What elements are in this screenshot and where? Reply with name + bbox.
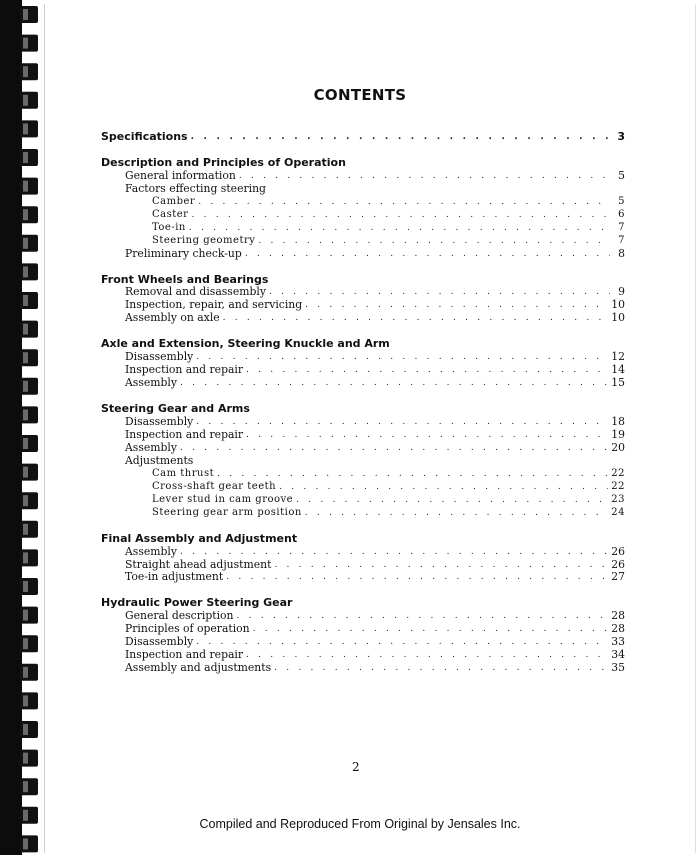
toc-entry bbox=[101, 235, 625, 248]
binding-tooth bbox=[20, 835, 38, 852]
binding-tooth-highlight bbox=[23, 152, 28, 163]
binding-tooth bbox=[20, 378, 38, 395]
binding-tooth bbox=[20, 63, 38, 80]
toc-entry bbox=[101, 209, 625, 222]
entry-page: 12 bbox=[611, 350, 625, 364]
binding-tooth bbox=[20, 206, 38, 223]
toc-entry bbox=[101, 546, 625, 559]
dot-leader bbox=[180, 442, 608, 455]
binding-tooth bbox=[20, 492, 38, 509]
toc-section bbox=[101, 131, 625, 144]
dot-leader bbox=[246, 364, 608, 377]
binding-tooth-highlight bbox=[23, 123, 28, 134]
entry-label: General description bbox=[125, 609, 234, 623]
entry-page: 26 bbox=[611, 544, 625, 558]
section-heading: Hydraulic Power Steering Gear bbox=[101, 596, 293, 610]
binding-tooth bbox=[20, 664, 38, 681]
entry-label: Inspection and repair bbox=[125, 428, 244, 442]
dot-leader bbox=[296, 494, 608, 507]
section-heading: Description and Principles of Operation bbox=[101, 155, 346, 169]
dot-leader bbox=[189, 222, 610, 235]
toc-entry bbox=[101, 248, 625, 261]
toc-entry bbox=[101, 481, 625, 494]
toc-entry bbox=[101, 377, 625, 390]
entry-label: Assembly and adjustments bbox=[125, 661, 272, 675]
entry-label: Factors effecting steering bbox=[125, 181, 266, 195]
toc-entry bbox=[101, 494, 625, 507]
binding-tooth bbox=[20, 349, 38, 366]
dot-leader bbox=[245, 248, 610, 261]
entry-page: 10 bbox=[611, 298, 625, 312]
entry-label: Assembly bbox=[125, 440, 177, 454]
entry-label: General information bbox=[125, 168, 236, 182]
binding-tooth bbox=[20, 435, 38, 452]
page-number: 2 bbox=[352, 760, 360, 774]
toc-entry bbox=[101, 429, 625, 442]
binding-tooth-highlight bbox=[23, 838, 28, 849]
entry-label: Cam thrust bbox=[152, 467, 215, 479]
entry-page: 28 bbox=[611, 622, 625, 636]
binding-tooth bbox=[20, 721, 38, 738]
binding-tooth bbox=[20, 521, 38, 538]
page-title: CONTENTS bbox=[313, 86, 407, 104]
entry-page: 18 bbox=[611, 415, 625, 429]
entry-page: 34 bbox=[611, 648, 625, 662]
binding-tooth-highlight bbox=[23, 467, 28, 478]
entry-page: 28 bbox=[611, 609, 625, 623]
binding-tooth bbox=[20, 549, 38, 566]
entry-label: Lever stud in cam groove bbox=[152, 493, 294, 505]
entry-page: 19 bbox=[611, 428, 625, 442]
entry-page: 14 bbox=[611, 363, 625, 377]
entry-page: 26 bbox=[611, 557, 625, 571]
binding-tooth-highlight bbox=[23, 638, 28, 649]
entry-label: Inspection and repair bbox=[125, 648, 244, 662]
binding-tooth bbox=[20, 263, 38, 280]
dot-leader bbox=[274, 559, 608, 572]
entry-page: 5 bbox=[618, 195, 625, 207]
binding-tooth bbox=[20, 149, 38, 166]
toc-section bbox=[101, 596, 625, 675]
binding-tooth bbox=[20, 6, 38, 23]
dot-leader bbox=[246, 429, 608, 442]
entry-page: 24 bbox=[611, 506, 625, 518]
dot-leader bbox=[180, 546, 608, 559]
entry-label: Straight ahead adjustment bbox=[125, 557, 272, 571]
entry-label: Disassembly bbox=[125, 635, 194, 649]
section-heading: Final Assembly and Adjustment bbox=[101, 531, 298, 545]
binding-tooth bbox=[20, 750, 38, 767]
binding-tooth bbox=[20, 406, 38, 423]
binding-tooth bbox=[20, 178, 38, 195]
dot-leader bbox=[191, 131, 610, 144]
entry-label: Cross-shaft gear teeth bbox=[152, 480, 277, 492]
toc-section bbox=[101, 273, 625, 326]
entry-label: Specifications bbox=[101, 129, 188, 143]
toc-section bbox=[101, 156, 625, 261]
entry-label: Camber bbox=[152, 195, 196, 207]
entry-label: Removal and disassembly bbox=[125, 285, 266, 299]
table-of-contents bbox=[101, 131, 625, 687]
entry-label: Assembly bbox=[125, 376, 177, 390]
entry-label: Steering gear arm position bbox=[152, 506, 302, 518]
entry-label: Disassembly bbox=[125, 350, 194, 364]
section-heading: Steering Gear and Arms bbox=[101, 402, 250, 416]
section-heading: Front Wheels and Bearings bbox=[101, 272, 269, 286]
binding-tooth-highlight bbox=[23, 295, 28, 306]
dot-leader bbox=[217, 468, 608, 481]
dot-leader bbox=[237, 610, 609, 623]
entry-label: Caster bbox=[152, 208, 189, 220]
binding-tooth-highlight bbox=[23, 667, 28, 678]
entry-page: 23 bbox=[611, 493, 625, 505]
entry-label: Steering geometry bbox=[152, 234, 256, 246]
toc-entry bbox=[101, 468, 625, 481]
binding-tooth-highlight bbox=[23, 9, 28, 20]
binding-bar bbox=[0, 0, 22, 855]
dot-leader bbox=[258, 235, 610, 248]
binding-tooth-highlight bbox=[23, 66, 28, 77]
entry-page: 3 bbox=[617, 129, 625, 143]
entry-label: Adjustments bbox=[125, 453, 194, 467]
toc-entry bbox=[101, 364, 625, 377]
entry-page: 8 bbox=[618, 246, 625, 260]
binding-tooth-highlight bbox=[23, 238, 28, 249]
toc-section bbox=[101, 337, 625, 390]
binding-tooth bbox=[20, 635, 38, 652]
dot-leader bbox=[246, 649, 608, 662]
entry-page: 35 bbox=[611, 661, 625, 675]
entry-page: 6 bbox=[618, 208, 625, 220]
dot-leader bbox=[223, 312, 609, 325]
binding-tooth bbox=[20, 692, 38, 709]
dot-leader bbox=[196, 636, 608, 649]
entry-label: Toe-in bbox=[152, 221, 186, 233]
entry-page: 7 bbox=[618, 221, 625, 233]
section-heading: Axle and Extension, Steering Knuckle and Arm bbox=[101, 337, 390, 351]
entry-label: Principles of operation bbox=[125, 622, 250, 636]
toc-entry bbox=[101, 507, 625, 520]
dot-leader bbox=[196, 351, 608, 364]
binding-tooth-highlight bbox=[23, 552, 28, 563]
binding-tooth bbox=[20, 120, 38, 137]
binding-tooth bbox=[20, 292, 38, 309]
entry-page: 27 bbox=[611, 570, 625, 584]
binding-tooth bbox=[20, 464, 38, 481]
toc-entry bbox=[101, 183, 625, 196]
entry-page: 33 bbox=[611, 635, 625, 649]
binding-tooth-highlight bbox=[23, 352, 28, 363]
binding-tooth-highlight bbox=[23, 38, 28, 49]
toc-entry bbox=[101, 131, 625, 144]
entry-label: Toe-in adjustment bbox=[125, 570, 224, 584]
binding-tooth-highlight bbox=[23, 524, 28, 535]
dot-leader bbox=[191, 209, 610, 222]
binding-tooth-highlight bbox=[23, 438, 28, 449]
binding-tooth bbox=[20, 778, 38, 795]
entry-page: 22 bbox=[611, 467, 625, 479]
binding-tooth-highlight bbox=[23, 209, 28, 220]
binding-tooth bbox=[20, 321, 38, 338]
toc-entry bbox=[101, 312, 625, 325]
toc-entry bbox=[101, 170, 625, 183]
dot-leader bbox=[274, 662, 608, 675]
dot-leader bbox=[253, 623, 609, 636]
binding-tooth-highlight bbox=[23, 695, 28, 706]
binding-tooth-highlight bbox=[23, 753, 28, 764]
binding-tooth-highlight bbox=[23, 324, 28, 335]
entry-label: Disassembly bbox=[125, 415, 194, 429]
toc-entry bbox=[101, 222, 625, 235]
entry-page: 20 bbox=[611, 440, 625, 454]
dot-leader bbox=[226, 571, 608, 584]
entry-page: 22 bbox=[611, 480, 625, 492]
dot-leader bbox=[305, 507, 608, 520]
entry-page: 5 bbox=[618, 168, 625, 182]
binding-tooth-highlight bbox=[23, 724, 28, 735]
dot-leader bbox=[305, 299, 608, 312]
toc-section bbox=[101, 402, 625, 520]
binding-tooth-highlight bbox=[23, 581, 28, 592]
dot-leader bbox=[239, 170, 610, 183]
entry-label: Inspection and repair bbox=[125, 363, 244, 377]
entry-page: 10 bbox=[611, 311, 625, 325]
dot-leader bbox=[196, 416, 608, 429]
entry-label: Assembly bbox=[125, 544, 177, 558]
entry-label: Inspection, repair, and servicing bbox=[125, 298, 303, 312]
binding-tooth bbox=[20, 578, 38, 595]
footer-credit: Compiled and Reproduced From Original by Jensales Inc. bbox=[199, 817, 521, 831]
binding-tooth bbox=[20, 235, 38, 252]
binding-tooth-highlight bbox=[23, 781, 28, 792]
entry-page: 15 bbox=[611, 376, 625, 390]
binding-tooth-highlight bbox=[23, 266, 28, 277]
binding-tooth-highlight bbox=[23, 181, 28, 192]
entry-page: 7 bbox=[618, 234, 625, 246]
entry-label: Preliminary check-up bbox=[125, 246, 242, 260]
dot-leader bbox=[279, 481, 608, 494]
dot-leader bbox=[180, 377, 608, 390]
binding-tooth-highlight bbox=[23, 381, 28, 392]
binding-tooth-highlight bbox=[23, 409, 28, 420]
toc-entry bbox=[101, 196, 625, 209]
toc-entry bbox=[101, 442, 625, 455]
toc-entry bbox=[101, 572, 625, 585]
binding-tooth-highlight bbox=[23, 495, 28, 506]
binding-tooth bbox=[20, 35, 38, 52]
toc-entry bbox=[101, 662, 625, 675]
entry-page: 9 bbox=[618, 285, 625, 299]
entry-label: Assembly on axle bbox=[125, 311, 220, 325]
dot-leader bbox=[269, 286, 610, 299]
binding-tooth bbox=[20, 607, 38, 624]
toc-entry bbox=[101, 455, 625, 468]
binding-tooth-highlight bbox=[23, 610, 28, 621]
dot-leader bbox=[198, 196, 610, 209]
toc-section bbox=[101, 532, 625, 585]
binding-spine bbox=[0, 0, 44, 855]
